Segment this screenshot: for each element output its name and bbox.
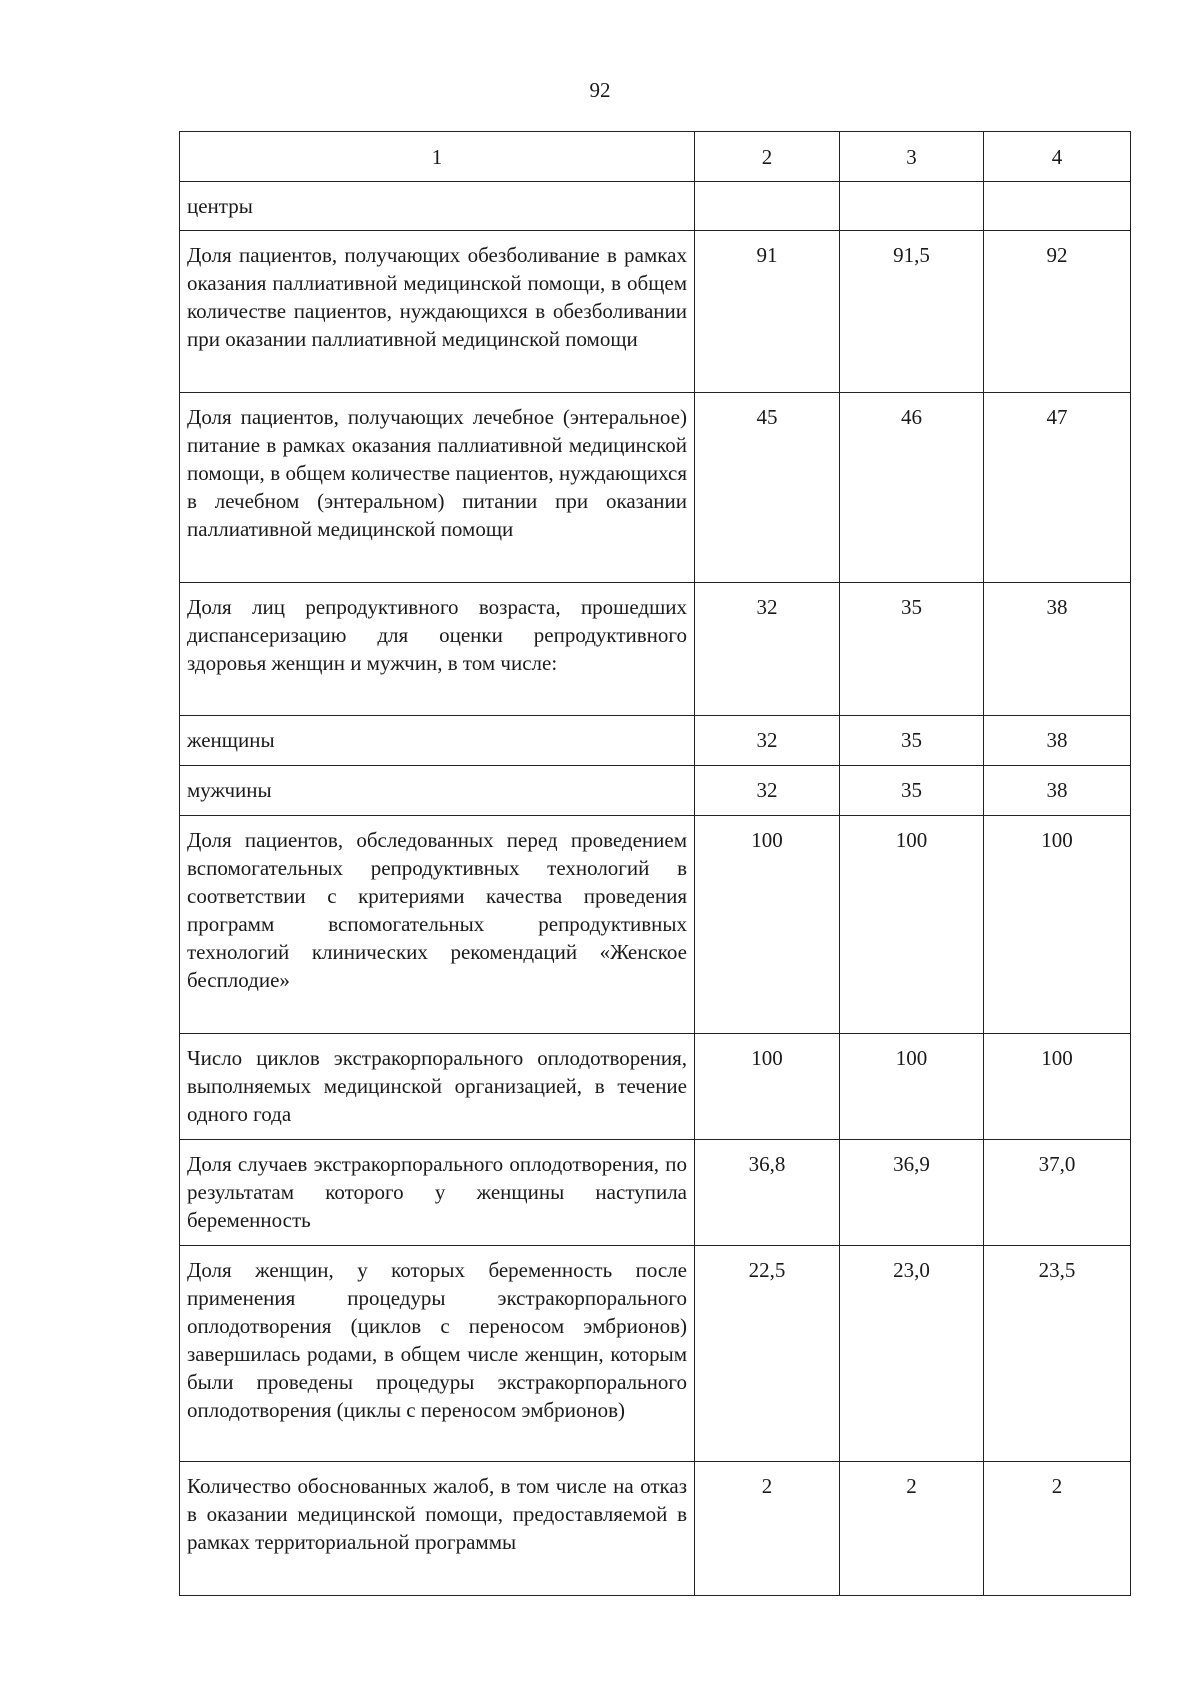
header-col-2: 2 bbox=[695, 132, 840, 182]
row-label: центры bbox=[180, 182, 695, 231]
row-value-col-3: 2 bbox=[840, 1462, 984, 1596]
row-label: Число циклов экстракорпорального оплодотворения, выполняемых медицинской организацией, в течение одного года bbox=[180, 1034, 695, 1140]
row-value-col-2: 91 bbox=[695, 231, 840, 393]
header-col-1: 1 bbox=[180, 132, 695, 182]
row-label: Доля пациентов, обследованных перед проведением вспомогательных репродуктивных технологий в соответствии с критериями качества проведения программ вспомогательных репродуктивных технологий клинических рекомендаций «Женское бесплодие» bbox=[180, 816, 695, 1034]
row-value-col-3: 100 bbox=[840, 1034, 984, 1140]
row-value-col-3: 100 bbox=[840, 816, 984, 1034]
row-value-col-2: 100 bbox=[695, 1034, 840, 1140]
table-row bbox=[180, 1462, 1131, 1596]
header-col-3: 3 bbox=[840, 132, 984, 182]
row-value-col-2: 100 bbox=[695, 816, 840, 1034]
table-row bbox=[180, 766, 1131, 816]
table-row bbox=[180, 182, 1131, 231]
row-value-col-2: 32 bbox=[695, 716, 840, 766]
row-label: Доля женщин, у которых беременность после применения процедуры экстракорпорального оплодотворения (циклов с переносом эмбрионов) завершилась родами, в общем числе женщин, которым были проведены процедуры экстракорпорального оплодотворения (циклы с переносом эмбрионов) bbox=[180, 1246, 695, 1462]
row-value-col-3: 35 bbox=[840, 583, 984, 716]
row-value-col-4: 38 bbox=[984, 583, 1131, 716]
row-value-col-4: 37,0 bbox=[984, 1140, 1131, 1246]
table-row bbox=[180, 393, 1131, 583]
row-value-col-2: 32 bbox=[695, 583, 840, 716]
row-label: Доля случаев экстракорпорального оплодотворения, по результатам которого у женщины наступила беременность bbox=[180, 1140, 695, 1246]
row-value-col-2 bbox=[695, 182, 840, 231]
table-row bbox=[180, 1246, 1131, 1462]
row-value-col-4: 100 bbox=[984, 816, 1131, 1034]
row-label: Доля лиц репродуктивного возраста, прошедших диспансеризацию для оценки репродуктивного здоровья женщин и мужчин, в том числе: bbox=[180, 583, 695, 716]
row-value-col-2: 32 bbox=[695, 766, 840, 816]
row-value-col-4: 2 bbox=[984, 1462, 1131, 1596]
page-number: 92 bbox=[589, 78, 611, 102]
row-value-col-4 bbox=[984, 182, 1131, 231]
table-row bbox=[180, 816, 1131, 1034]
row-value-col-3: 35 bbox=[840, 716, 984, 766]
row-label: мужчины bbox=[180, 766, 695, 816]
row-value-col-3 bbox=[840, 182, 984, 231]
row-label: Доля пациентов, получающих лечебное (энтеральное) питание в рамках оказания паллиативной медицинской помощи, в общем количестве пациентов, нуждающихся в лечебном (энтеральном) питании при оказании паллиативной медицинской помощи bbox=[180, 393, 695, 583]
row-value-col-2: 2 bbox=[695, 1462, 840, 1596]
row-label: женщины bbox=[180, 716, 695, 766]
table-header-row bbox=[180, 132, 1131, 182]
row-value-col-4: 23,5 bbox=[984, 1246, 1131, 1462]
row-value-col-3: 23,0 bbox=[840, 1246, 984, 1462]
row-value-col-4: 100 bbox=[984, 1034, 1131, 1140]
row-label: Количество обоснованных жалоб, в том числе на отказ в оказании медицинской помощи, предоставляемой в рамках территориальной программы bbox=[180, 1462, 695, 1596]
table-row bbox=[180, 1140, 1131, 1246]
row-value-col-4: 38 bbox=[984, 716, 1131, 766]
row-value-col-4: 47 bbox=[984, 393, 1131, 583]
row-value-col-2: 22,5 bbox=[695, 1246, 840, 1462]
header-col-4: 4 bbox=[984, 132, 1131, 182]
row-value-col-2: 45 bbox=[695, 393, 840, 583]
table-row bbox=[180, 231, 1131, 393]
row-value-col-3: 46 bbox=[840, 393, 984, 583]
row-value-col-3: 91,5 bbox=[840, 231, 984, 393]
row-value-col-4: 92 bbox=[984, 231, 1131, 393]
row-value-col-3: 35 bbox=[840, 766, 984, 816]
table-row bbox=[180, 1034, 1131, 1140]
row-label: Доля пациентов, получающих обезболивание в рамках оказания паллиативной медицинской помощи, в общем количестве пациентов, нуждающихся в обезболивании при оказании паллиативной медицинской помощи bbox=[180, 231, 695, 393]
row-value-col-3: 36,9 bbox=[840, 1140, 984, 1246]
table-row bbox=[180, 716, 1131, 766]
table-row bbox=[180, 583, 1131, 716]
row-value-col-2: 36,8 bbox=[695, 1140, 840, 1246]
row-value-col-4: 38 bbox=[984, 766, 1131, 816]
indicators-table bbox=[179, 131, 1131, 1596]
